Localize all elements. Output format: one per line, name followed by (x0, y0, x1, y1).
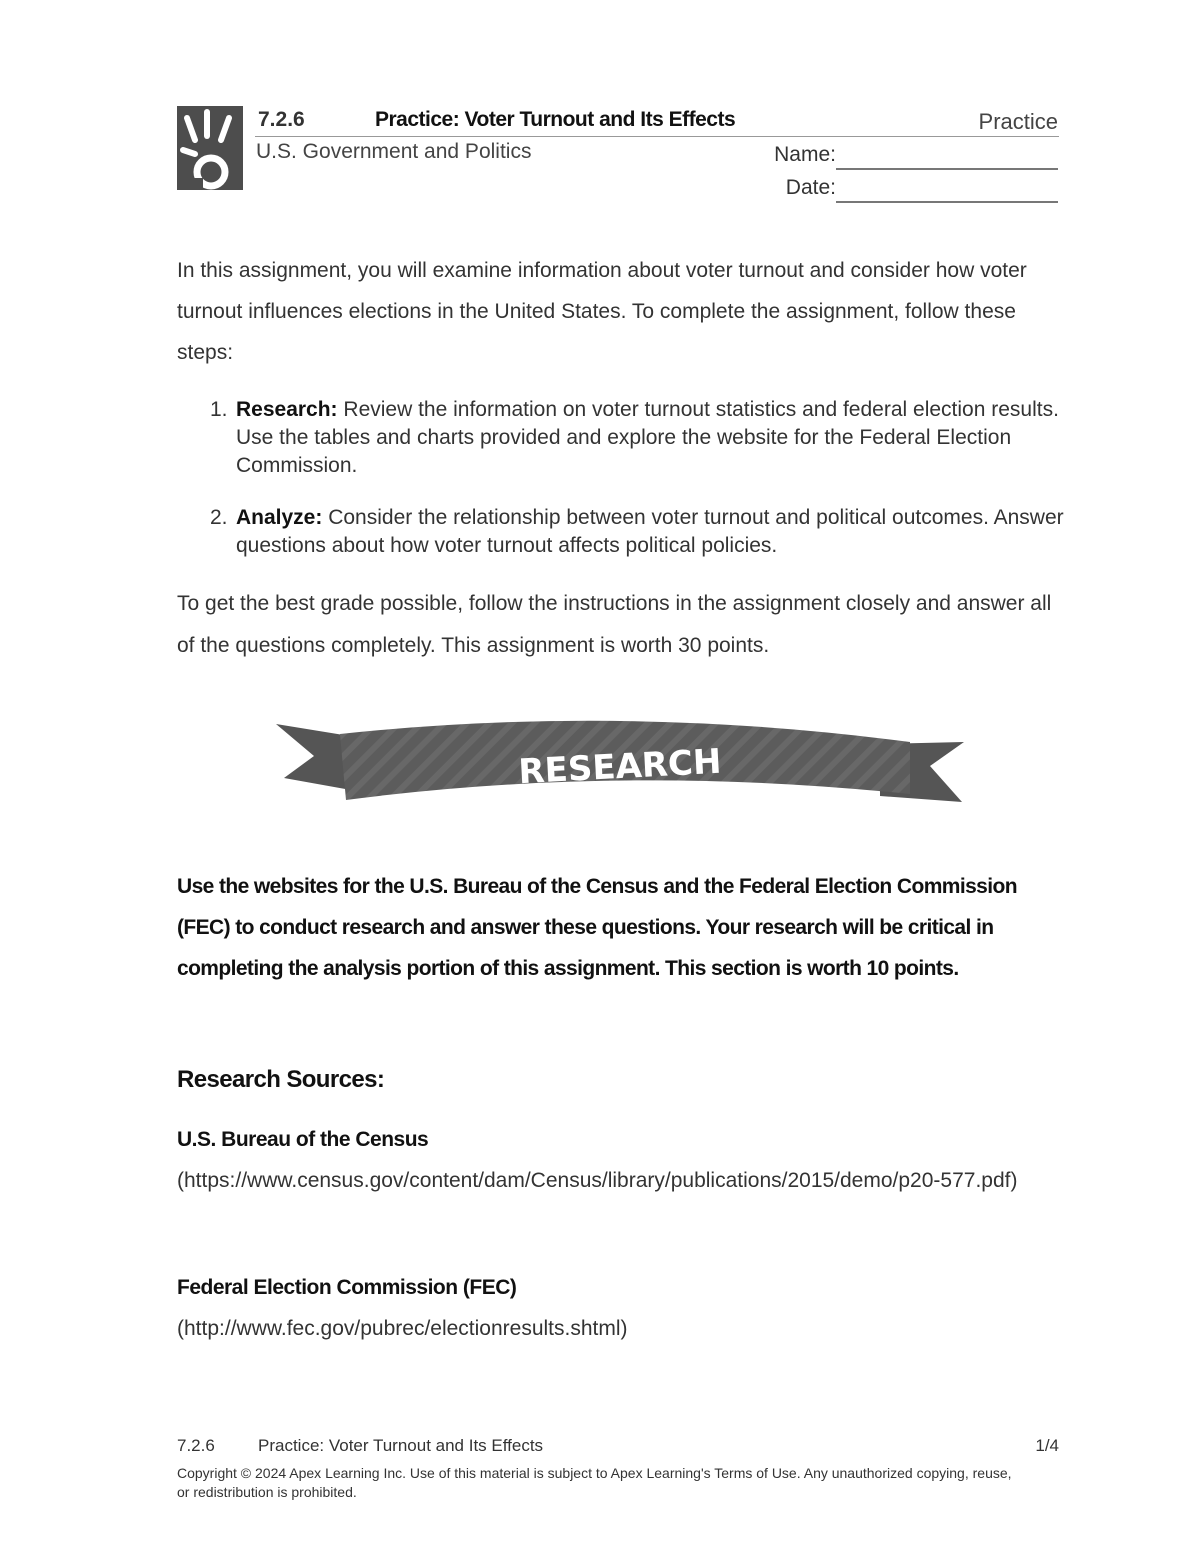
closing-paragraph: To get the best grade possible, follow the instructions in the assignment closely and answer all of the questions completely. This assignment is worth 30 points. (177, 592, 1052, 657)
source-name-census: U.S. Bureau of the Census (177, 1128, 429, 1151)
page-number: 1/4 (1035, 1436, 1059, 1455)
banner-label: RESEARCH (517, 741, 723, 793)
intro-paragraph: In this assignment, you will examine information about voter turnout and consider how voter turnout influences elections in the United States. To complete the assignment, follow these steps: (177, 259, 1027, 364)
date-field[interactable] (836, 201, 1058, 203)
lesson-number: 7.2.6 (258, 108, 305, 131)
list-item (210, 504, 1070, 560)
name-label: Name: (774, 143, 836, 166)
activity-type-label: Practice (978, 109, 1058, 134)
research-instructions: Use the websites for the U.S. Bureau of the Census and the Federal Election Commission (FEC) to conduct research and answer these questions. Your research will be critical in completing the analysis portion of this assignment. This section is worth 10 points. (177, 875, 1017, 980)
copyright-notice: Copyright © 2024 Apex Learning Inc. Use of this material is subject to Apex Learning's Terms of Use. Any unauthorized copying, reuse, or redistribution is prohibited. (177, 1465, 1012, 1500)
research-banner (270, 712, 970, 812)
lesson-title: Practice: Voter Turnout and Its Effects (375, 108, 736, 131)
footer-lesson-title: Practice: Voter Turnout and Its Effects (258, 1436, 544, 1455)
step-number: 1. (210, 398, 228, 421)
step-lead: Research: (236, 398, 338, 421)
name-field[interactable] (836, 168, 1058, 170)
course-name: U.S. Government and Politics (256, 140, 532, 163)
sources-heading: Research Sources: (177, 1066, 385, 1093)
list-item (210, 396, 1070, 480)
source-link-census[interactable]: (https://www.census.gov/content/dam/Census/library/publications/2015/demo/p20-577.pdf) (177, 1169, 1018, 1192)
step-number: 2. (210, 506, 228, 529)
header-divider (255, 136, 1059, 137)
date-label: Date: (785, 176, 836, 199)
source-link-fec[interactable]: (http://www.fec.gov/pubrec/electionresults.shtml) (177, 1317, 628, 1340)
step-text: Review the information on voter turnout statistics and federal election results. Use the tables and charts provided and explore the website for the Federal Election Commission. (236, 398, 1059, 477)
step-lead: Analyze: (236, 506, 323, 529)
steps-list (210, 396, 1070, 584)
footer-lesson-number: 7.2.6 (177, 1436, 215, 1455)
source-name-fec: Federal Election Commission (FEC) (177, 1276, 517, 1299)
apex-sunburst-logo-icon (177, 106, 243, 190)
step-text: Consider the relationship between voter turnout and political outcomes. Answer questions about how voter turnout affects political policies. (236, 506, 1064, 557)
